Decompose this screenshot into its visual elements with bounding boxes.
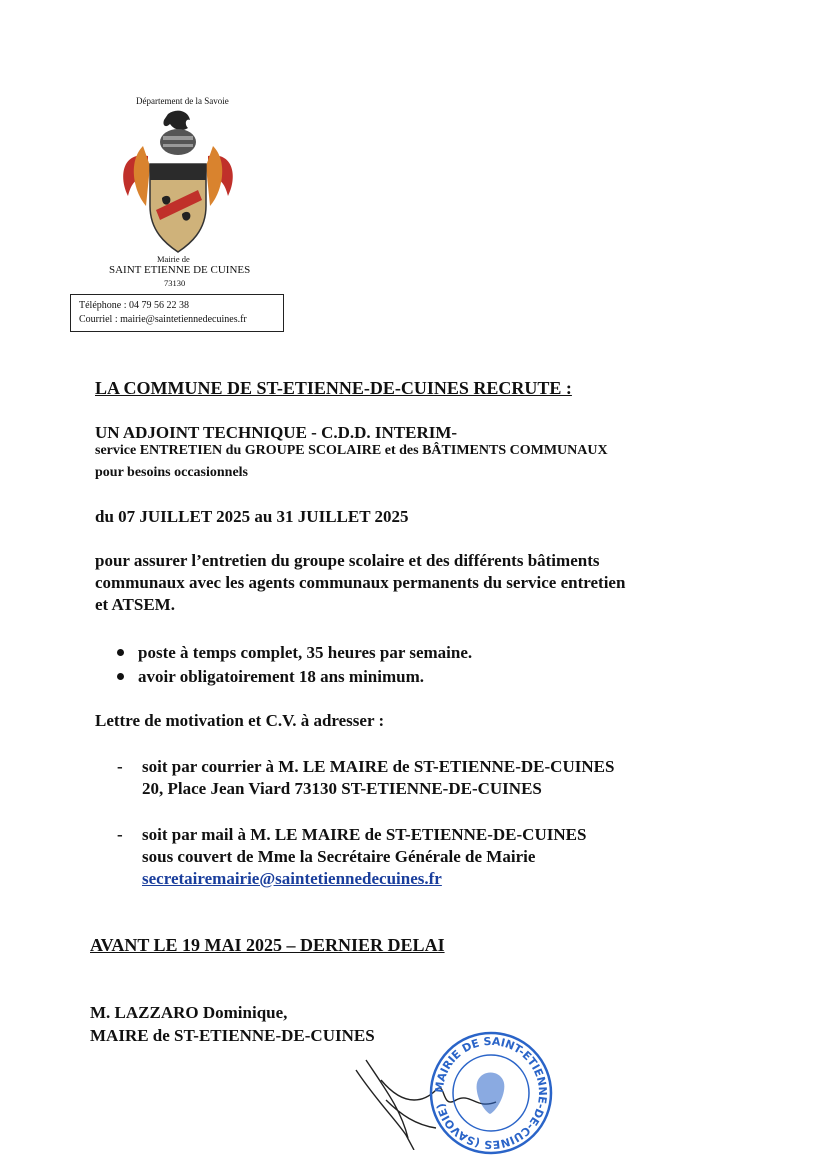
signatory-name: M. LAZZARO Dominique, [90, 1003, 288, 1022]
coat-of-arms-icon [118, 106, 238, 256]
email-link-text[interactable]: secretairemairie@saintetiennedecuines.fr [142, 869, 442, 888]
department-label: Département de la Savoie [136, 96, 229, 106]
bullet-icon [117, 649, 124, 656]
postcode: 73130 [164, 278, 186, 288]
condition-item [117, 643, 472, 663]
stamp-text: MAIRIE DE SAINT-ETIENNE-DE-CUINES (SAVOIE) [432, 1034, 550, 1152]
application-intro: Lettre de motivation et C.V. à adresser : [95, 711, 385, 730]
phone-line: Téléphone : 04 79 56 22 38 [79, 300, 189, 311]
mairie-de-label: Mairie de [157, 254, 190, 264]
signatory-role: MAIRE de ST-ETIENNE-DE-CUINES [90, 1026, 375, 1045]
deadline: AVANT LE 19 MAI 2025 – DERNIER DELAI [90, 935, 445, 955]
description-line: et ATSEM. [95, 595, 175, 614]
dash-marker: - [117, 757, 123, 776]
official-stamp-icon [428, 1030, 554, 1156]
condition-text: avoir obligatoirement 18 ans minimum. [138, 667, 425, 686]
condition-item [117, 667, 424, 687]
job-title: UN ADJOINT TECHNIQUE - C.D.D. INTERIM- [95, 423, 458, 442]
dash-marker: - [117, 825, 123, 844]
bullet-icon [117, 673, 124, 680]
email-instruction-line: sous couvert de Mme la Secrétaire Générale de Mairie [142, 847, 536, 866]
application-email-link[interactable] [142, 869, 442, 889]
email-line: Courriel : mairie@saintetiennedecuines.fr [79, 314, 247, 325]
contact-box [70, 294, 284, 332]
email-instruction-line: soit par mail à M. LE MAIRE de ST-ETIENNE-DE-CUINES [142, 825, 587, 844]
post-address-line: 20, Place Jean Viard 73130 ST-ETIENNE-DE-CUINES [142, 779, 542, 798]
job-service: service ENTRETIEN du GROUPE SCOLAIRE et des BÂTIMENTS COMMUNAUX [95, 443, 608, 458]
page-title: LA COMMUNE DE ST-ETIENNE-DE-CUINES RECRUTE : [95, 378, 572, 398]
description-line: communaux avec les agents communaux permanents du service entretien [95, 573, 626, 592]
description-line: pour assurer l’entretien du groupe scolaire et des différents bâtiments [95, 551, 600, 570]
condition-text: poste à temps complet, 35 heures par semaine. [138, 643, 473, 662]
commune-name: SAINT ETIENNE DE CUINES [109, 264, 251, 276]
post-address-line: soit par courrier à M. LE MAIRE de ST-ETIENNE-DE-CUINES [142, 757, 615, 776]
job-needs: pour besoins occasionnels [95, 465, 248, 480]
contract-dates: du 07 JUILLET 2025 au 31 JUILLET 2025 [95, 507, 409, 526]
